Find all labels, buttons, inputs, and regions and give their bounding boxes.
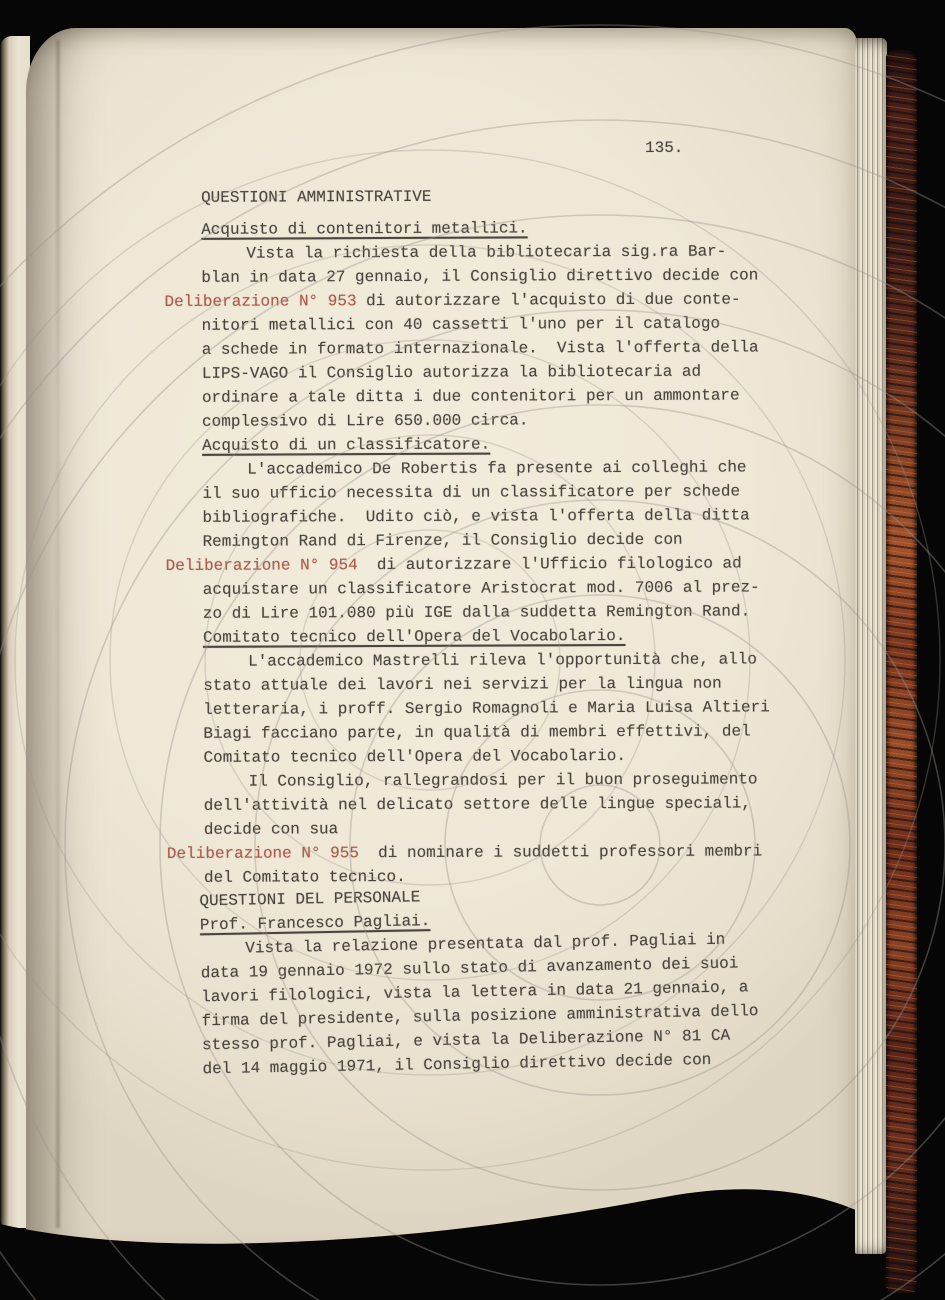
typed-text: Il Consiglio, rallegrandosi per il buon proseguimento — [248, 770, 758, 791]
typed-text: decide con sua — [203, 820, 339, 839]
typed-text: del 14 maggio 1971, il Consiglio direttivo decide con — [202, 1050, 712, 1079]
deliberazione-label: Deliberazione N° 954 — [165, 556, 358, 575]
typed-text: Vista la richiesta della bibliotecaria sig.ra Bar- — [246, 242, 727, 263]
typed-text: di autorizzare l'Ufficio filologico ad — [357, 554, 742, 575]
typed-line — [203, 719, 834, 746]
typed-line — [167, 839, 835, 866]
subsection-heading: Acquisto di contenitori metallici. — [201, 219, 528, 239]
typed-line — [204, 815, 835, 842]
typed-text: di nominare i suddetti professori membri — [358, 842, 763, 863]
page-number: 135. — [645, 139, 684, 157]
typed-line — [166, 551, 834, 578]
typed-text: L'accademico De Robertis fa presente ai colleghi che — [247, 458, 747, 479]
typed-text: bibliografiche. Udito ciò, e vista l'offerta della ditta — [202, 506, 750, 527]
typed-text: del Comitato tecnico. — [203, 867, 406, 887]
typed-line — [202, 359, 833, 386]
typed-line — [202, 383, 833, 410]
typed-text: Remington Rand di Firenze, il Consiglio decide con — [202, 530, 683, 551]
typed-line — [164, 287, 832, 314]
typed-text: a schede in formato internazionale. Vista l'offerta della — [201, 338, 759, 359]
typed-line — [202, 311, 833, 338]
typed-line — [246, 239, 832, 266]
typed-text: LIPS-VAGO il Consiglio autorizza la bibliotecaria ad — [201, 362, 702, 383]
page-edge-stack — [855, 38, 887, 1254]
typed-text: ordinare a tale ditta i due contenitori per un ammontare — [201, 386, 740, 407]
typed-sections-personale — [162, 878, 833, 1082]
typed-sections-amministrative — [164, 183, 835, 890]
typed-text: Biagi facciano parte, in qualità di membri effettivi, del — [203, 722, 751, 743]
typed-line — [201, 263, 832, 290]
typed-text: stato attuale dei lavori nei servizi per la lingua non — [203, 674, 722, 695]
subsection-heading: Prof. Francesco Pagliai. — [199, 912, 431, 935]
typed-text: Vista la relazione presentata dal prof. Pagliai in — [245, 930, 726, 958]
typed-text: il suo ufficio necessita di un classificatore per schede — [202, 482, 741, 503]
typed-line — [203, 695, 834, 722]
deliberazione-label: Deliberazione N° 955 — [166, 844, 359, 863]
section-header: QUESTIONI AMMINISTRATIVE — [201, 187, 432, 207]
typed-text: nitori metallici con 40 cassetti l'uno per il catalogo — [201, 314, 721, 335]
gutter-crease — [56, 40, 60, 1228]
typed-text: complessivo di Lire 650.000 circa. — [201, 411, 529, 431]
typed-line — [249, 767, 835, 794]
typed-text: lavori filologici, vista la lettera in data 21 gennaio, a — [201, 978, 749, 1007]
typed-text: firma del presidente, sulla posizione amministrativa dello — [201, 1002, 759, 1031]
typed-line — [202, 503, 833, 530]
typed-text: letteraria, i proff. Sergio Romagnoli e Maria Luisa Altieri — [203, 698, 770, 719]
page-text — [164, 139, 832, 1082]
typed-text: Comitato tecnico dell'Opera del Vocabolario. — [203, 746, 626, 767]
typed-text: di autorizzare l'acquisto di due conte- — [356, 290, 741, 311]
typed-line — [202, 479, 833, 506]
typed-paragraph — [163, 926, 834, 1082]
typed-line — [204, 791, 835, 818]
typed-line — [202, 407, 833, 434]
typed-line — [247, 455, 833, 482]
subsection-heading: Comitato tecnico dell'Opera del Vocabolario. — [202, 626, 626, 647]
subsection-heading: Acquisto di un classificatore. — [202, 435, 491, 455]
book-page — [26, 28, 857, 1246]
typed-paragraph — [166, 647, 835, 890]
typed-line — [202, 335, 833, 362]
typed-text: acquistare un classificatore Aristocrat mod. 7006 al prez- — [202, 578, 760, 599]
typed-text: zo di Lire 101.080 più IGE dalla suddetta Remington Rand. — [202, 602, 751, 623]
typed-line — [203, 671, 834, 698]
typed-text: stesso prof. Pagliai, e vista la Deliberazione N° 81 CA — [201, 1026, 731, 1055]
typed-paragraph — [164, 239, 833, 434]
book-cover-edge — [886, 50, 917, 1293]
typed-text: L'accademico Mastrelli rileva l'opportunità che, allo — [248, 650, 758, 671]
typed-line — [203, 743, 834, 770]
typed-line — [203, 527, 834, 554]
typed-paragraph — [165, 455, 834, 626]
typed-text: data 19 gennaio 1972 sullo stato di avanzamento dei suoi — [200, 954, 739, 983]
typed-line — [203, 599, 834, 626]
section-header: QUESTIONI DEL PERSONALE — [199, 888, 421, 911]
typed-text: dell'attività nel delicato settore delle lingue speciali, — [203, 794, 752, 815]
typed-line — [203, 575, 834, 602]
typed-text: blan in data 27 gennaio, il Consiglio direttivo decide con — [201, 266, 759, 287]
typed-line — [248, 647, 834, 674]
deliberazione-label: Deliberazione N° 953 — [164, 292, 357, 311]
